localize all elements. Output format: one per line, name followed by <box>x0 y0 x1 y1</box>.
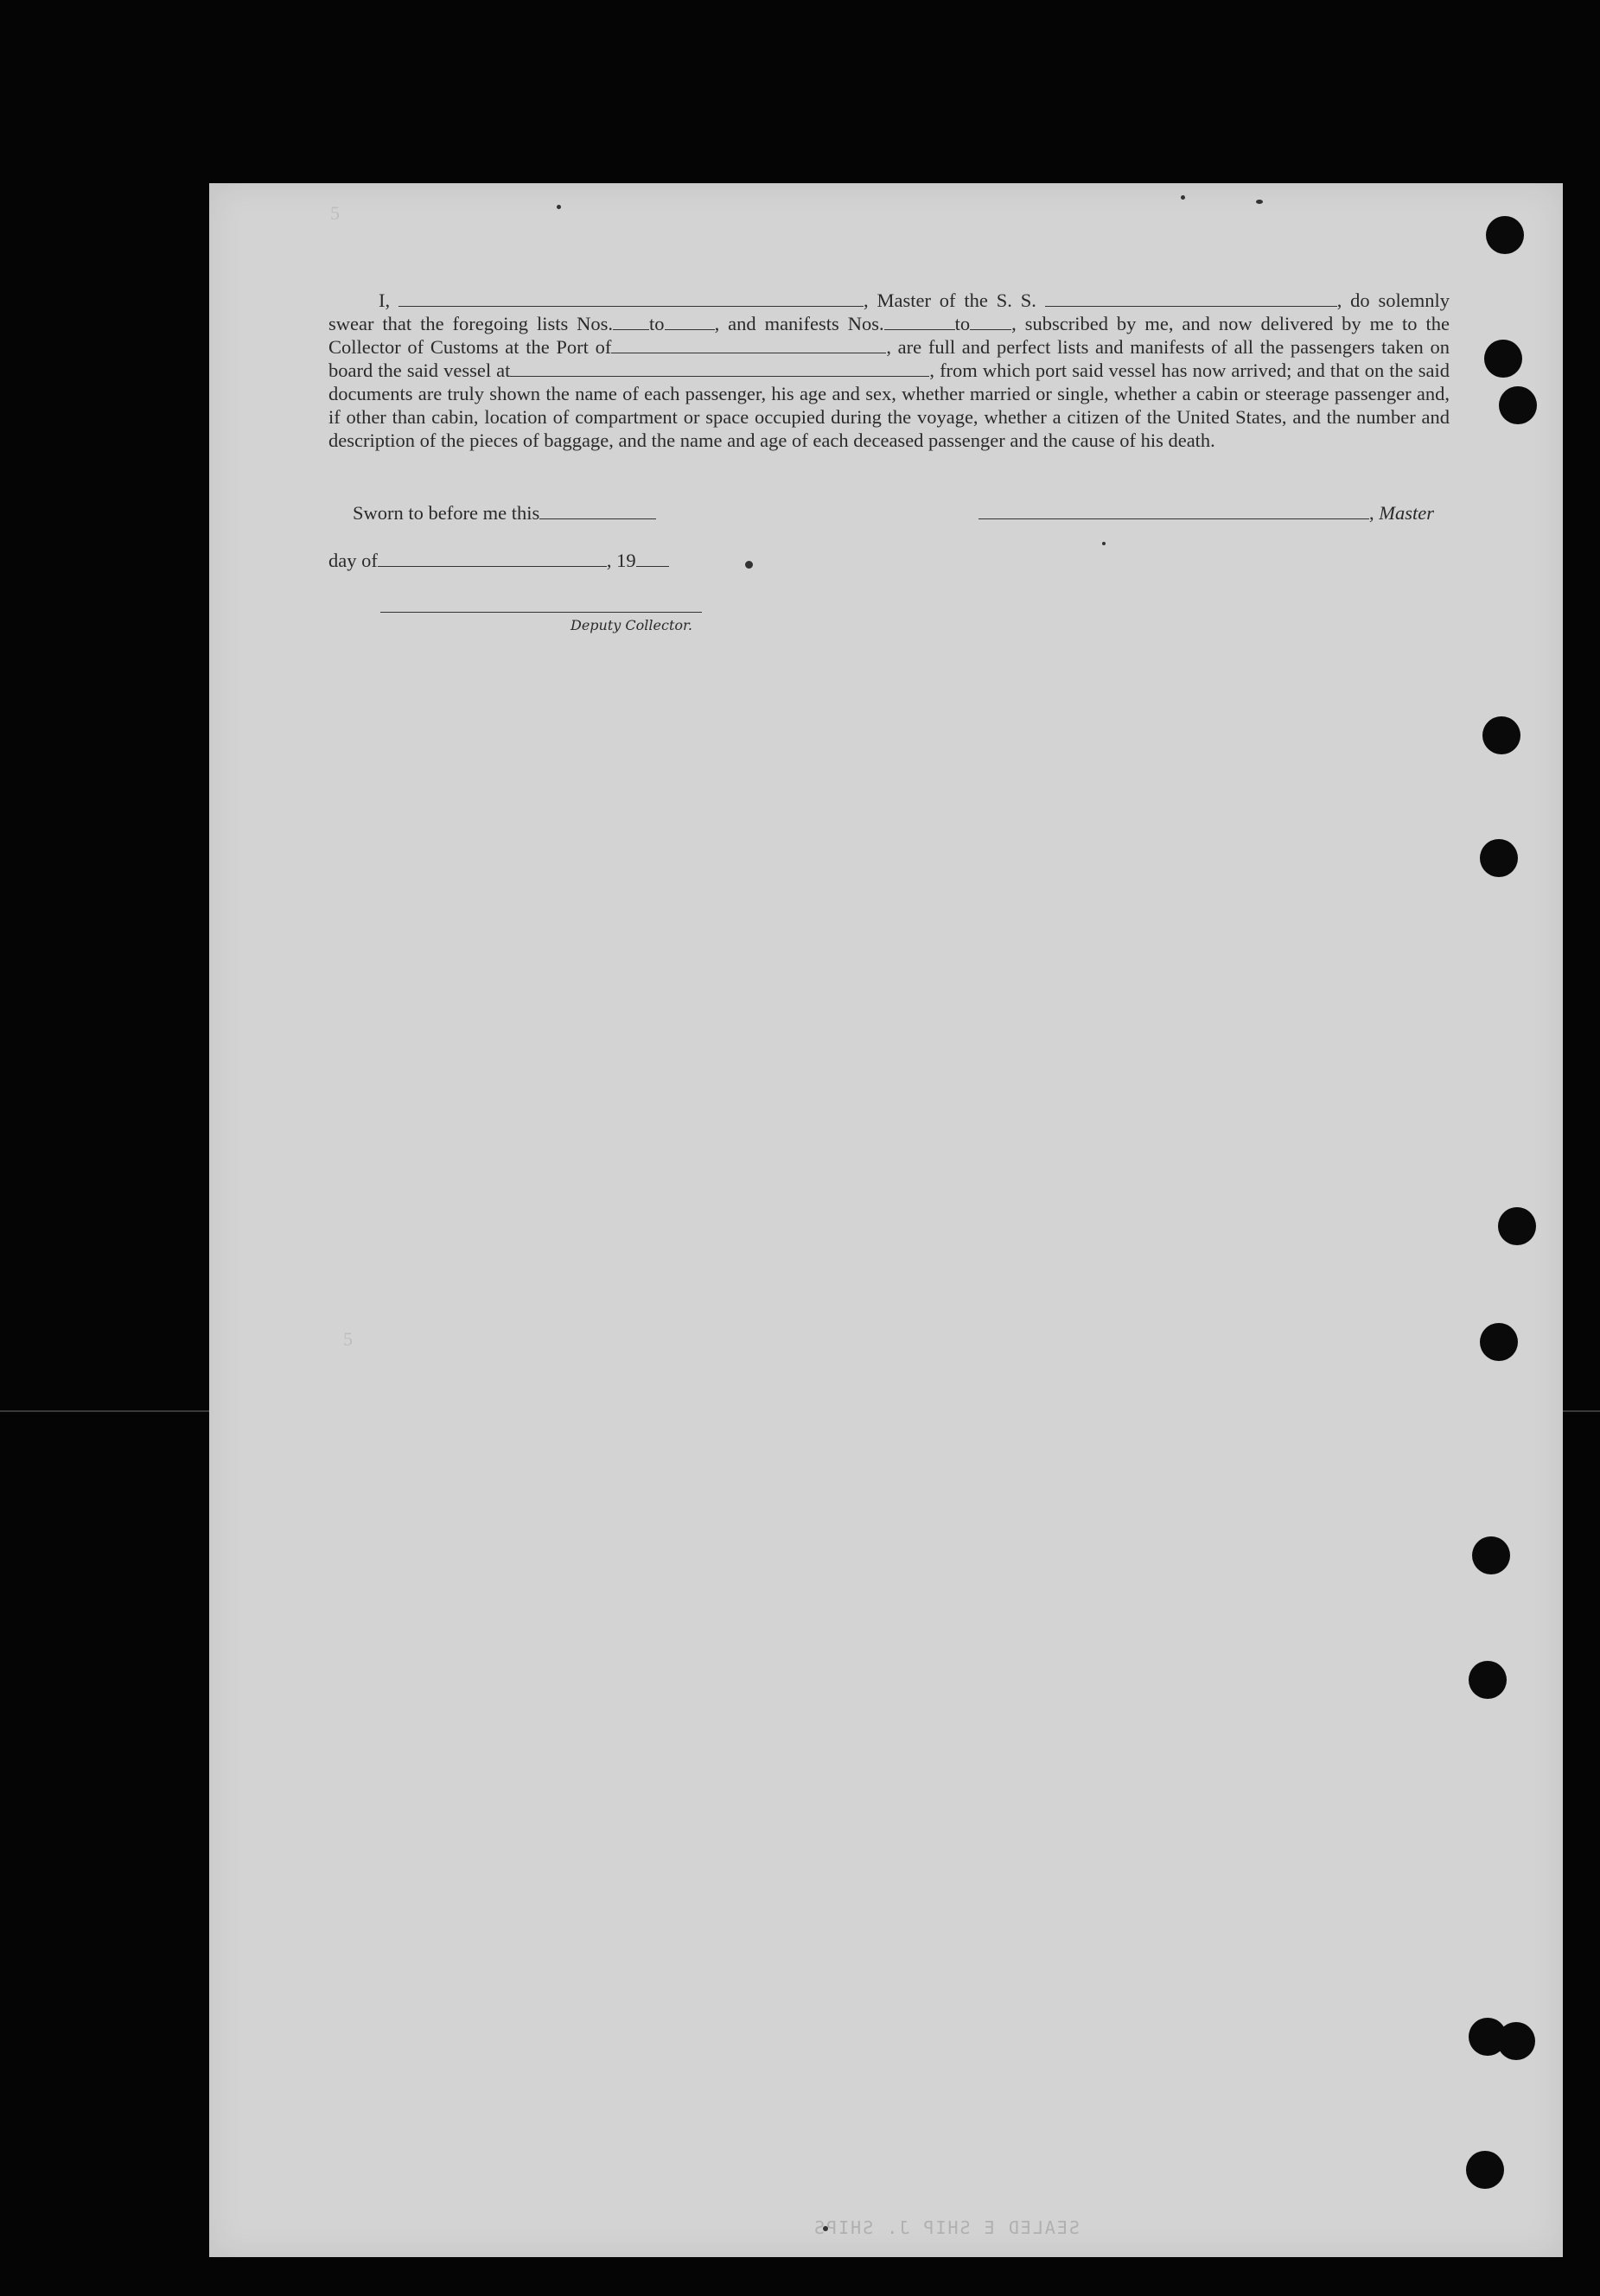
oath-are-full: , are full and perfect lists and <box>886 336 1124 358</box>
oath-delivered: delivered by me to the Collector of Customs at the Port of <box>328 313 1450 358</box>
sworn-day-blank <box>539 502 656 519</box>
ghost-mark: 5 <box>330 202 340 224</box>
punch-hole <box>1497 2022 1535 2060</box>
ship-name-blank <box>1045 289 1337 307</box>
scan-artifact-line <box>1563 1410 1600 1412</box>
oath-master-of-ss: , Master of the S. S. <box>863 289 1036 311</box>
punch-hole <box>1484 340 1522 378</box>
dust-speck <box>745 561 753 569</box>
oath-subscribed: , subscribed by me, and now <box>1011 313 1253 334</box>
oath-paragraph <box>328 289 1450 452</box>
sworn-text: Sworn to before me this <box>353 502 540 524</box>
punch-hole <box>1486 216 1524 254</box>
lists-from-blank <box>613 313 649 330</box>
punch-hole <box>1466 2151 1504 2189</box>
ghost-mark: 5 <box>343 1328 353 1350</box>
faded-stamp: SEALED E SHIP J. SHIPS <box>813 2217 1080 2238</box>
scan-artifact-line <box>0 1410 209 1412</box>
dust-speck <box>557 205 561 209</box>
deputy-collector-label: Deputy Collector. <box>571 617 692 633</box>
punch-hole <box>1482 716 1520 754</box>
oath-manifests-of: manifests of all the passengers taken on board the said vessel at <box>328 336 1450 381</box>
master-label: Master <box>1379 502 1434 524</box>
oath-i: I, <box>379 289 391 311</box>
oath-from-which: , from which <box>929 359 1030 381</box>
oath-to-2: to <box>954 313 971 334</box>
lists-to-blank <box>665 313 715 330</box>
deputy-signature-line <box>380 612 702 613</box>
year-prefix: , 19 <box>606 550 636 571</box>
master-name-blank <box>398 289 864 307</box>
sworn-line <box>353 502 656 525</box>
day-of-line <box>328 550 669 572</box>
dust-speck <box>1181 195 1185 200</box>
master-signature-blank <box>978 502 1369 519</box>
oath-and-manifests: , and manifests Nos. <box>714 313 884 334</box>
dust-speck <box>1102 542 1106 545</box>
punch-hole <box>1469 1661 1507 1699</box>
master-signature: , Master <box>978 502 1434 525</box>
oath-body: port said vessel has now arrived; and that on the said documents are truly shown the name of each passenger, his age and sex, whether married or single, whether a cabin or steerage passenger and, if other than cabin, location of compartment or space occupied during the voyage, whether a citizen of the United States, and the number and description of the pieces of baggage, and the name and age of each deceased passenger and the cause of his death. <box>328 359 1450 451</box>
punch-hole <box>1499 386 1537 424</box>
punch-hole <box>1480 1323 1518 1361</box>
year-blank <box>636 550 669 567</box>
month-blank <box>378 550 607 567</box>
oath-do-solemnly: , do solemnly <box>1336 289 1450 311</box>
day-of-text: day of <box>328 550 378 571</box>
punch-hole <box>1472 1536 1510 1574</box>
port-blank <box>611 336 886 353</box>
departure-port-blank <box>510 359 929 377</box>
oath-swear-lists: swear that the foregoing lists Nos. <box>328 313 614 334</box>
manifests-from-blank <box>884 313 955 330</box>
punch-hole <box>1498 1207 1536 1245</box>
oath-to-1: to <box>649 313 665 334</box>
document-page <box>209 183 1563 2257</box>
punch-hole <box>1480 839 1518 877</box>
dust-speck <box>1256 200 1263 204</box>
manifests-to-blank <box>970 313 1011 330</box>
